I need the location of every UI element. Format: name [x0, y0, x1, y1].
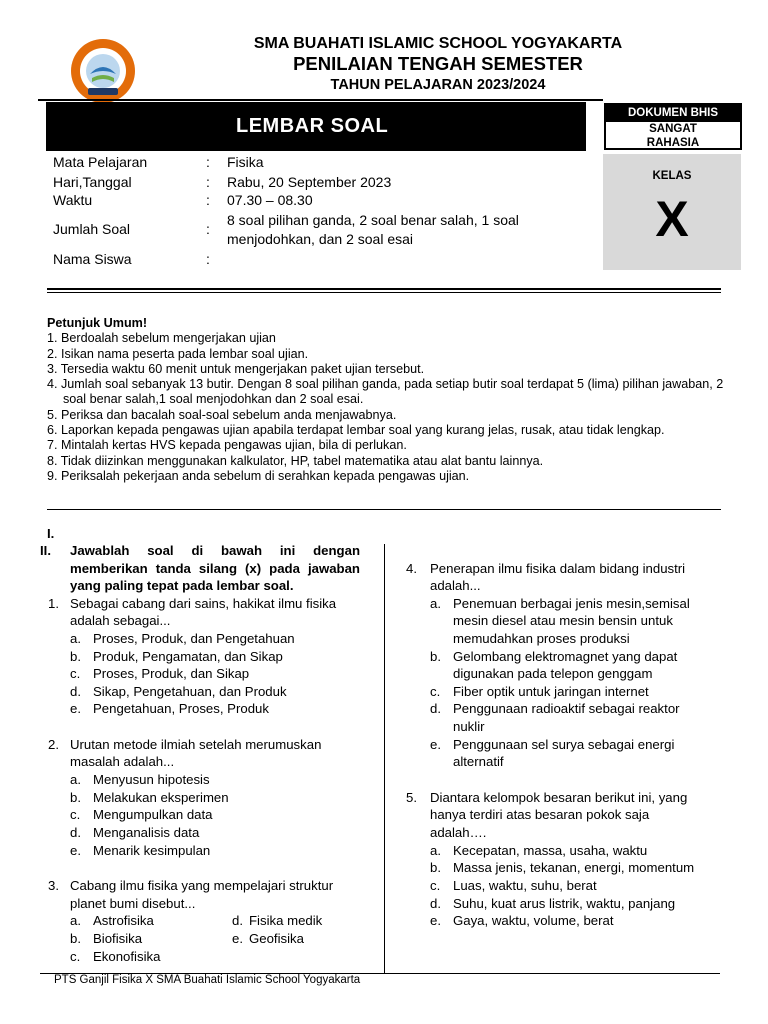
- subject-value: Fisika: [227, 154, 264, 170]
- option-text: Geofisika: [249, 931, 304, 946]
- question-text: Sebagai cabang dari sains, hakikat ilmu fisika: [70, 596, 337, 611]
- option-text: Fisika medik: [249, 913, 323, 928]
- question-text: Urutan metode ilmiah setelah merumuskan: [70, 737, 322, 752]
- instruction-item: 6. Laporkan kepada pengawas ujian apabila terdapat lembar soal yang kurang jelas, rusak, atau tidak lengkap.: [47, 423, 665, 438]
- option-text: Penggunaan radioaktif sebagai reaktor: [453, 701, 680, 716]
- section-number: I.: [47, 526, 55, 541]
- option-text: Menarik kesimpulan: [93, 843, 211, 858]
- colon: :: [206, 221, 210, 237]
- divider: [47, 509, 721, 510]
- divider: [47, 292, 721, 293]
- option-letter: a.: [430, 843, 441, 858]
- colon: :: [206, 251, 210, 267]
- option-letter: a.: [70, 631, 81, 646]
- option-letter: e.: [70, 701, 81, 716]
- option-text: Massa jenis, tekanan, energi, momentum: [453, 860, 695, 875]
- question-text: masalah adalah...: [70, 754, 175, 769]
- question-text: Penerapan ilmu fisika dalam bidang industri: [430, 561, 686, 576]
- option-text: Suhu, kuat arus listrik, waktu, panjang: [453, 896, 676, 911]
- option-text: Menyusun hipotesis: [93, 772, 210, 787]
- section-directive: memberikan tanda silang (x) pada jawaban: [70, 561, 360, 576]
- question-text: Cabang ilmu fisika yang mempelajari struktur: [70, 878, 334, 893]
- option-letter: d.: [430, 896, 441, 911]
- time-value: 07.30 – 08.30: [227, 192, 313, 208]
- section-number: II.: [40, 543, 51, 558]
- school-name: SMA BUAHATI ISLAMIC SCHOOL YOGYAKARTA: [253, 35, 623, 52]
- school-year: TAHUN PELAJARAN 2023/2024: [330, 77, 546, 93]
- option-text: Menganalisis data: [93, 825, 200, 840]
- question-number: 3.: [48, 878, 59, 893]
- student-name-label: Nama Siswa: [53, 251, 132, 267]
- question-number: 2.: [48, 737, 59, 752]
- instructions-title: Petunjuk Umum!: [47, 316, 148, 330]
- question-text: Diantara kelompok besaran berikut ini, yang: [430, 790, 688, 805]
- instruction-item: 4. Jumlah soal sebanyak 13 butir. Dengan 8 soal pilihan ganda, pada setiap butir soal terdapat 5 (lima) pilihan jawaban, 2 soal benar salah,1 soal menjodohkan dan 2 soal esai.: [47, 377, 724, 407]
- option-text: mesin diesel atau mesin bensin untuk: [453, 613, 673, 628]
- question-text: adalah...: [430, 578, 481, 593]
- option-text: Luas, waktu, suhu, berat: [453, 878, 597, 893]
- option-text: Proses, Produk, dan Pengetahuan: [93, 631, 295, 646]
- doc-value-2: RAHASIA: [646, 137, 700, 149]
- option-letter: c.: [430, 878, 441, 893]
- header-rule: [38, 99, 603, 101]
- instructions: [47, 316, 727, 484]
- instruction-item: 9. Periksalah pekerjaan anda sebelum di serahkan kepada pengawas ujian.: [47, 468, 470, 483]
- option-letter: d.: [430, 701, 441, 716]
- exam-title: PENILAIAN TENGAH SEMESTER: [293, 53, 583, 74]
- option-text: Fiber optik untuk jaringan internet: [453, 684, 649, 699]
- date-value: Rabu, 20 September 2023: [227, 174, 392, 190]
- count-label: Jumlah Soal: [53, 221, 131, 237]
- option-letter: e.: [430, 913, 441, 928]
- option-letter: e.: [430, 737, 441, 752]
- option-letter: d.: [70, 684, 81, 699]
- option-text: Proses, Produk, dan Sikap: [93, 666, 250, 681]
- option-text: alternatif: [453, 754, 504, 769]
- date-label: Hari,Tanggal: [53, 174, 132, 190]
- option-text: Ekonofisika: [93, 949, 161, 964]
- instruction-item: 2. Isikan nama peserta pada lembar soal ujian.: [47, 346, 309, 361]
- option-letter: b.: [70, 790, 81, 805]
- count-value-2: menjodohkan, dan 2 soal esai: [227, 231, 414, 247]
- option-text: Biofisika: [93, 931, 143, 946]
- subject-label: Mata Pelajaran: [53, 154, 148, 170]
- instruction-item: 5. Periksa dan bacalah soal-soal sebelum anda menjawabnya.: [47, 407, 397, 422]
- option-letter: c.: [70, 949, 81, 964]
- option-text: Kecepatan, massa, usaha, waktu: [453, 843, 648, 858]
- question-number: 1.: [48, 596, 59, 611]
- question-text: adalah….: [430, 825, 487, 840]
- option-text: Pengetahuan, Proses, Produk: [93, 701, 269, 716]
- colon: :: [206, 154, 210, 170]
- option-text: Mengumpulkan data: [93, 807, 213, 822]
- column-divider: [384, 544, 385, 974]
- instruction-item: 7. Mintalah kertas HVS kepada pengawas ujian, bila di perlukan.: [47, 438, 407, 453]
- class-value: X: [655, 191, 689, 247]
- option-letter: c.: [70, 807, 81, 822]
- option-letter: e.: [70, 843, 81, 858]
- option-letter: c.: [70, 666, 81, 681]
- option-letter: d.: [70, 825, 81, 840]
- option-letter: b.: [70, 931, 81, 946]
- option-text: Produk, Pengamatan, dan Sikap: [93, 649, 283, 664]
- option-letter: b.: [430, 649, 441, 664]
- colon: :: [206, 174, 210, 190]
- question-text: adalah sebagai...: [70, 613, 171, 628]
- option-text: Melakukan eksperimen: [93, 790, 229, 805]
- option-text: Gelombang elektromagnet yang dapat: [453, 649, 678, 664]
- sheet-title: LEMBAR SOAL: [236, 115, 389, 137]
- option-text: Penggunaan sel surya sebagai energi: [453, 737, 675, 752]
- option-text: digunakan pada telepon genggam: [453, 666, 653, 681]
- instruction-item: 3. Tersedia waktu 60 menit untuk mengerjakan paket ujian tersebut.: [47, 361, 425, 376]
- instruction-item: 8. Tidak diizinkan menggunakan kalkulator, HP, tabel matematika atau alat bantu lainnya.: [47, 453, 544, 468]
- option-letter: e.: [232, 931, 243, 946]
- option-text: Astrofisika: [93, 913, 154, 928]
- option-text: memudahkan proses produksi: [453, 631, 630, 646]
- instruction-item: 1. Berdoalah sebelum mengerjakan ujian: [47, 331, 276, 346]
- section-directive: Jawablah soal di bawah ini dengan: [70, 543, 360, 558]
- option-letter: b.: [70, 649, 81, 664]
- class-box: [603, 154, 741, 270]
- question-text: planet bumi disebut...: [70, 896, 196, 911]
- colon: :: [206, 192, 210, 208]
- document-classification: [604, 103, 742, 150]
- count-value-1: 8 soal pilihan ganda, 2 soal benar salah, 1 soal: [227, 212, 519, 228]
- doc-label: DOKUMEN BHIS: [606, 105, 740, 122]
- question-text: hanya terdiri atas besaran pokok saja: [430, 807, 650, 822]
- option-text: nuklir: [453, 719, 485, 734]
- time-label: Waktu: [53, 192, 93, 208]
- option-letter: c.: [430, 684, 441, 699]
- option-letter: d.: [232, 913, 243, 928]
- option-letter: a.: [70, 772, 81, 787]
- question-number: 4.: [406, 561, 417, 576]
- divider: [47, 288, 721, 290]
- option-letter: a.: [70, 913, 81, 928]
- option-letter: a.: [430, 596, 441, 611]
- option-text: Gaya, waktu, volume, berat: [453, 913, 614, 928]
- option-letter: b.: [430, 860, 441, 875]
- doc-value-1: SANGAT: [649, 123, 697, 135]
- section-directive: yang paling tepat pada lembar soal.: [70, 578, 294, 593]
- class-label: KELAS: [652, 170, 692, 182]
- option-text: Penemuan berbagai jenis mesin,semisal: [453, 596, 690, 611]
- page-footer: PTS Ganjil Fisika X SMA Buahati Islamic School Yogyakarta: [54, 974, 361, 986]
- question-number: 5.: [406, 790, 417, 805]
- option-text: Sikap, Pengetahuan, dan Produk: [93, 684, 287, 699]
